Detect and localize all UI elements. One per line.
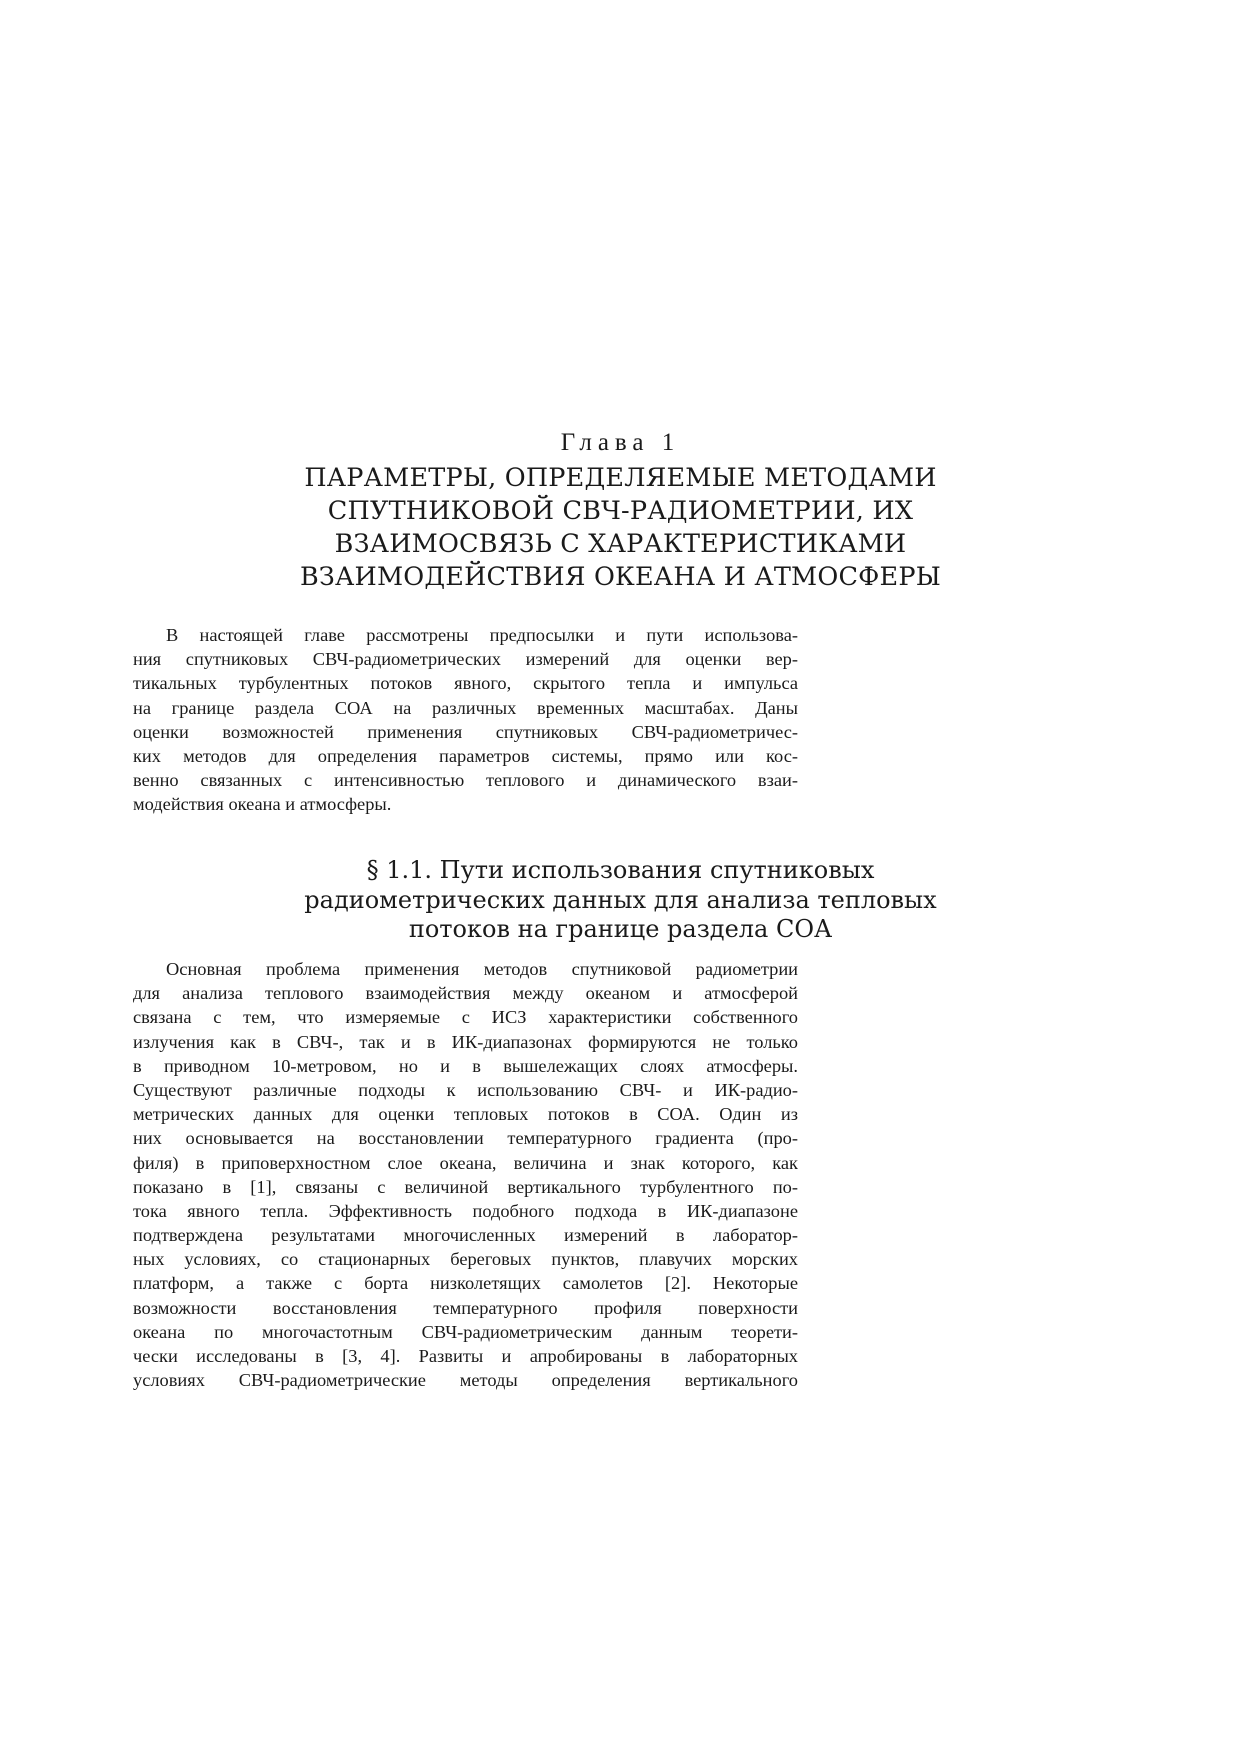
chapter-title-line: ВЗАИМОДЕЙСТВИЯ ОКЕАНА И АТМОСФЕРЫ (299, 562, 941, 592)
text-line: тока явного тепла. Эффективность подобного подхода в ИК-диапазоне (133, 1200, 798, 1221)
section-title-line: потоков на границе раздела СОА (408, 915, 833, 943)
chapter-title-line: ПАРАМЕТРЫ, ОПРЕДЕЛЯЕМЫЕ МЕТОДАМИ (304, 463, 937, 493)
text-line: оценки возможностей применения спутниковых СВЧ-радиометричес- (133, 721, 798, 742)
text-line: подтверждена результатами многочисленных измерений в лаборатор- (133, 1225, 798, 1246)
text-line: филя) в приповерхностном слое океана, величина и знак которого, как (133, 1152, 798, 1173)
text-line: возможности восстановления температурного профиля поверхности (133, 1297, 798, 1318)
text-line: метрических данных для оценки тепловых потоков в СОА. Один из (133, 1104, 798, 1125)
body-paragraph (133, 957, 798, 1392)
text-line: связана с тем, что измеряемые с ИСЗ характеристики собственного (133, 1007, 798, 1028)
chapter-label: Глава 1 (560, 429, 681, 456)
chapter-title-line: СПУТНИКОВОЙ СВЧ-РАДИОМЕТРИИ, ИХ (327, 496, 914, 526)
text-line: ния спутниковых СВЧ-радиометрических измерений для оценки вер- (133, 649, 798, 670)
text-line: на границе раздела СОА на различных временных масштабах. Даны (133, 697, 798, 718)
text-line: Основная проблема применения методов спутниковой радиометрии (166, 959, 798, 979)
text-line: условиях СВЧ-радиометрические методы определения вертикального (133, 1370, 798, 1391)
text-line: тикальных турбулентных потоков явного, скрытого тепла и импульса (133, 673, 798, 694)
text-line: чески исследованы в [3, 4]. Развиты и апробированы в лабораторных (133, 1346, 798, 1366)
text-line: океана по многочастотным СВЧ-радиометрическим данным теорети- (133, 1321, 798, 1342)
text-line: излучения как в СВЧ-, так и в ИК-диапазонах формируются не только (133, 1031, 798, 1052)
intro-paragraph (133, 623, 798, 817)
chapter-title-line: ВЗАИМОСВЯЗЬ С ХАРАКТЕРИСТИКАМИ (334, 529, 907, 559)
section-title-line: § 1.1. Пути использования спутниковых (366, 856, 875, 884)
text-line: них основывается на восстановлении температурного градиента (про- (133, 1128, 798, 1149)
text-line: показано в [1], связаны с величиной вертикального турбулентного по- (133, 1176, 798, 1197)
text-line: ких методов для определения параметров системы, прямо или кос- (133, 745, 798, 766)
text-line: венно связанных с интенсивностью теплового и динамического взаи- (133, 770, 798, 791)
text-line: платформ, а также с борта низколетящих самолетов [2]. Некоторые (133, 1273, 798, 1294)
chapter-title (120, 462, 1121, 594)
section-title (120, 856, 1121, 945)
text-line: для анализа теплового взаимодействия между океаном и атмосферой (133, 983, 798, 1004)
text-line: ных условиях, со стационарных береговых пунктов, плавучих морских (133, 1249, 798, 1270)
section-title-line: радиометрических данных для анализа тепловых (304, 885, 937, 914)
text-line: Существуют различные подходы к использованию СВЧ- и ИК-радио- (133, 1079, 798, 1100)
text-line: в приводном 10-метровом, но и в вышележащих слоях атмосферы. (133, 1055, 798, 1076)
text-line: модействия океана и атмосферы. (133, 794, 392, 815)
text-line: В настоящей главе рассмотрены предпосылки и пути использова- (166, 625, 798, 645)
